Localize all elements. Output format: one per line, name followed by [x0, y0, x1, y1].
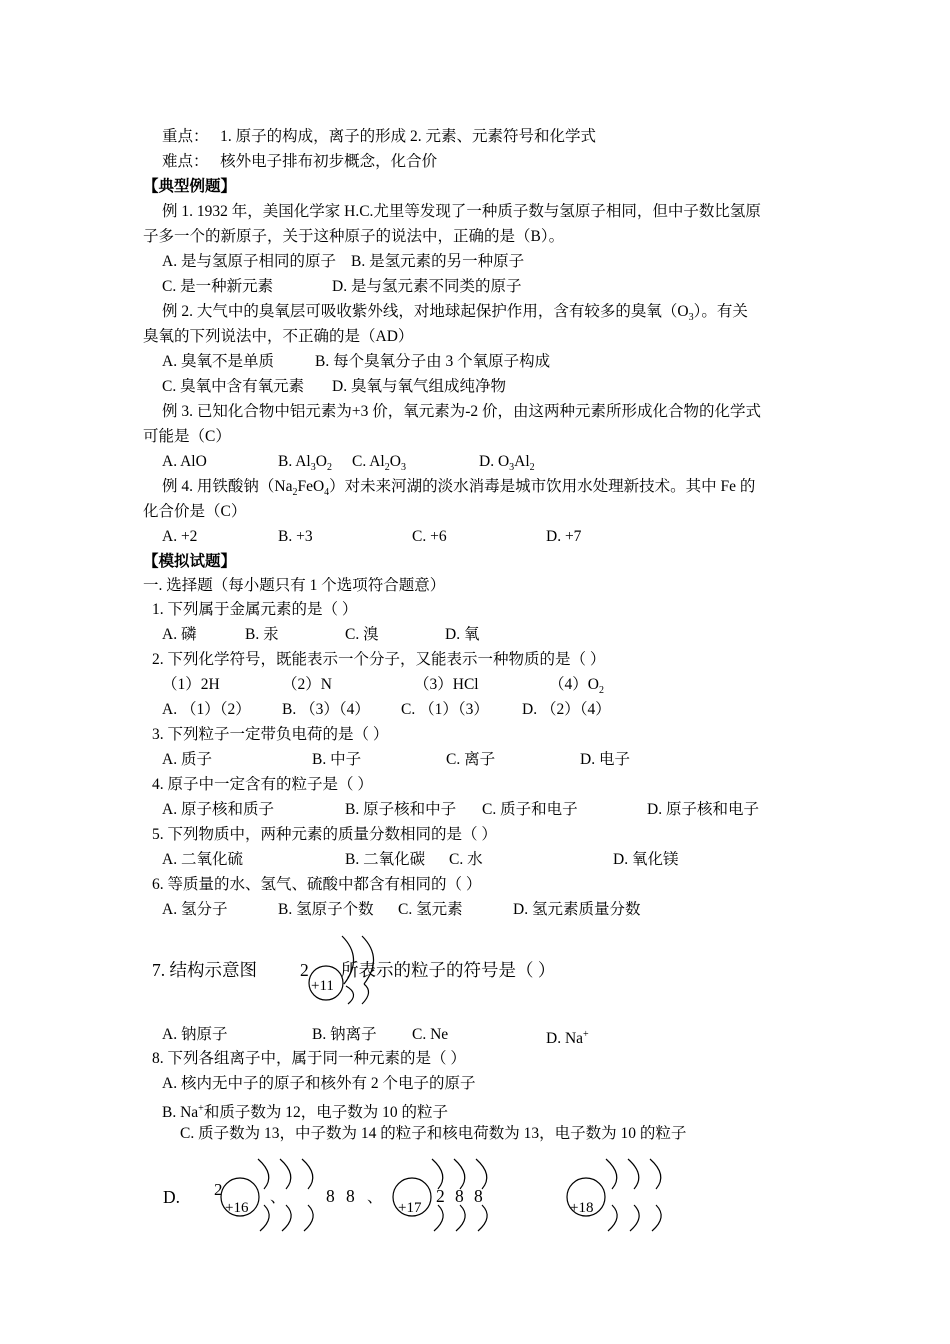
q8-atom1-arc-5 [282, 1205, 291, 1231]
q8-atom1-shell1: 2 [214, 1180, 223, 1199]
q7-stem-post: 所表示的粒子的符号是（ ） [341, 960, 556, 980]
q1-option-d: D. 氧 [445, 626, 480, 643]
ex1-option-a: A. 是与氢原子相同的原子 [162, 253, 336, 270]
q8-atom1-arc-4 [260, 1205, 269, 1231]
ex1-line2: 子多一个的新原子，关于这种原子的说法中，正确的是（B）。 [143, 228, 565, 245]
ex4-option-b: B. +3 [278, 528, 313, 545]
q8-atom1-arc-2 [280, 1159, 291, 1189]
ex3-option-b [278, 452, 332, 478]
ex4-line1-b: FeO [297, 478, 325, 495]
ex3-d-text: D. O [479, 453, 510, 470]
difficulty-line [162, 152, 437, 172]
ex3-option-a: A. AlO [162, 453, 207, 470]
q1-option-a: A. 磷 [162, 626, 197, 643]
q4-option-d: D. 原子核和电子 [647, 801, 759, 818]
q5-option-a: A. 二氧化硫 [162, 851, 243, 868]
q5-option-c: C. 水 [449, 851, 483, 868]
q8-atom2-shell3: 8 [474, 1186, 483, 1206]
q2-option-b: B. （3）（4） [282, 701, 370, 718]
q7-option-c: C. Ne [412, 1026, 449, 1043]
q8-b-post: 和质子数为 12，电子数为 10 的粒子 [203, 1104, 448, 1122]
q8-atom1-shell2: 8 [326, 1186, 335, 1206]
q7-d-sup: + [583, 1029, 589, 1040]
q5-option-d: D. 氧化镁 [613, 851, 679, 868]
ex2-line1-text: 例 2. 大气中的臭氧层可吸收紫外线，对地球起保护作用，含有较多的臭氧（O [162, 303, 689, 320]
ex4-option-a: A. +2 [162, 528, 198, 545]
q7-option-b: B. 钠离子 [312, 1026, 377, 1043]
q8-atom2-arc-6 [478, 1205, 487, 1231]
q8-separator-2: 、 [367, 1189, 383, 1206]
ex3-b-sub1: 3 [310, 462, 316, 474]
q8-separator-1: 、 [270, 1189, 286, 1206]
focus-label: 重点： [162, 128, 209, 145]
q6-option-c: C. 氢元素 [398, 901, 463, 918]
ex3-c-text2: O [389, 453, 401, 470]
q2-item-2: （2）N [282, 676, 332, 693]
q8-atom-2-diagram [388, 1155, 508, 1233]
ex3-c-sub1: 2 [384, 462, 390, 474]
q2-option-d: D. （2）（4） [522, 701, 611, 718]
ex2-option-c: C. 臭氧中含有氧元素 [162, 378, 305, 395]
q8-atom1-shell3: 8 [346, 1186, 355, 1206]
ex3-d-text2: Al [514, 453, 530, 470]
q4-option-b: B. 原子核和中子 [345, 801, 457, 818]
q4-stem: 4. 原子中一定含有的粒子是（ ） [152, 776, 373, 793]
q3-stem: 3. 下列粒子一定带负电荷的是（ ） [152, 726, 389, 743]
mock-heading: 【模拟试题】 [143, 553, 237, 570]
q8-atom3-arc-3 [650, 1159, 661, 1189]
focus-text: 1. 原子的构成，离子的形成 2. 元素、元素符号和化学式 [220, 128, 597, 145]
ex4-sub1: 2 [292, 487, 298, 499]
ex3-b-sub2: 2 [326, 462, 332, 474]
ex3-d-sub2: 2 [529, 462, 535, 474]
q3-option-c: C. 离子 [446, 751, 496, 768]
q8-option-d-label: D. [163, 1187, 181, 1207]
q7-option-d [546, 1025, 589, 1049]
ex4-line2: 化合价是（C） [143, 503, 247, 520]
ex1-option-d: D. 是与氢元素不同类的原子 [332, 278, 522, 295]
ex3-b-text: B. Al [278, 453, 311, 470]
q7-option-a: A. 钠原子 [162, 1026, 228, 1043]
q8-atom2-shell2: 8 [455, 1186, 464, 1206]
focus-line [162, 127, 596, 147]
ex4-option-c: C. +6 [412, 528, 447, 545]
q7-nucleus-label: +11 [311, 978, 334, 994]
ex2-line1 [162, 302, 748, 328]
q7-d-text: D. Na [546, 1030, 584, 1048]
q8-atom3-nucleus: +18 [570, 1200, 594, 1216]
ex4-option-d: D. +7 [546, 528, 582, 545]
q8-atom2-nucleus: +17 [398, 1200, 422, 1216]
difficulty-text: 核外电子排布初步概念，化合价 [220, 153, 438, 170]
q2-item-4-text: （4）O [549, 676, 599, 693]
ex3-line1: 例 3. 已知化合物中铝元素为+3 价，氧元素为-2 价，由这两种元素所形成化合物的化学式 [162, 403, 762, 420]
ex4-line1 [162, 477, 755, 503]
ex2-option-a: A. 臭氧不是单质 [162, 353, 274, 370]
q7-shell-arc-1 [342, 936, 354, 984]
q5-stem: 5. 下列物质中，两种元素的质量分数相同的是（ ） [152, 826, 497, 843]
ex4-sub2: 4 [324, 487, 330, 499]
q1-option-c: C. 溴 [345, 626, 379, 643]
q2-item-4 [549, 675, 604, 701]
ex1-line1: 例 1. 1932 年，美国化学家 H.C.尤里等发现了一种质子数与氢原子相同，但中子数比氢原 [162, 203, 761, 220]
q7-atom-structure-diagram [300, 928, 390, 1006]
q8-atom1-arc-3 [302, 1159, 313, 1189]
q3-option-b: B. 中子 [312, 751, 362, 768]
ex2-option-d: D. 臭氧与氧气组成纯净物 [332, 378, 506, 395]
q6-option-b: B. 氢原子个数 [278, 901, 374, 918]
q7-shell-arc-2 [362, 936, 374, 984]
q8-atom1-arc-6 [304, 1205, 313, 1231]
ex3-option-c [352, 452, 406, 478]
q2-item-4-sub: 2 [598, 685, 604, 697]
q8-atom3-arc-2 [628, 1159, 639, 1189]
q1-stem: 1. 下列属于金属元素的是（ ） [152, 601, 358, 618]
q8-option-c: C. 质子数为 13，中子数为 14 的粒子和核电荷数为 13，电子数为 10 的粒子 [180, 1125, 687, 1142]
q7-shell-count: 2 [300, 960, 309, 980]
q5-option-b: B. 二氧化碳 [345, 851, 426, 868]
q8-atom3-arc-4 [608, 1205, 617, 1231]
ex4-line1-a: 例 4. 用铁酸钠（Na [162, 478, 293, 495]
ex2-line1-tail: ）。有关 [693, 303, 748, 320]
ex1-option-c: C. 是一种新元素 [162, 278, 274, 295]
q8-option-b [162, 1099, 448, 1123]
q7-shell-arc-3 [346, 986, 354, 1004]
q8-atom1-arc-1 [258, 1159, 269, 1189]
q3-option-d: D. 电子 [580, 751, 630, 768]
ex3-option-d [479, 452, 535, 478]
q7-shell-arc-4 [362, 984, 369, 1004]
q8-b-sup: + [198, 1103, 204, 1114]
ex3-b-text2: O [315, 453, 327, 470]
q8-option-a: A. 核内无中子的原子和核外有 2 个电子的原子 [162, 1075, 476, 1092]
q8-atom3-arc-1 [606, 1159, 617, 1189]
q2-item-3: （3）HCl [414, 676, 479, 693]
q7-stem-pre: 7. 结构示意图 [152, 960, 257, 980]
q8-b-pre: B. Na [162, 1104, 199, 1122]
q6-stem: 6. 等质量的水、氢气、硫酸中都含有相同的（ ） [152, 876, 482, 893]
q8-atom2-arc-5 [456, 1205, 465, 1231]
q3-option-a: A. 质子 [162, 751, 212, 768]
difficulty-label: 难点： [162, 153, 209, 170]
q1-option-b: B. 汞 [245, 626, 279, 643]
q2-item-1: （1）2H [162, 676, 220, 693]
q6-option-a: A. 氢分子 [162, 901, 228, 918]
ex4-line1-c: ）对未来河湖的淡水消毒是城市饮用水处理新技术。其中 Fe 的 [329, 478, 756, 495]
ex3-c-text: C. Al [352, 453, 385, 470]
examples-heading: 【典型例题】 [143, 178, 237, 195]
ex1-option-b: B. 是氢元素的另一种原子 [351, 253, 525, 270]
q4-option-a: A. 原子核和质子 [162, 801, 274, 818]
q6-option-d: D. 氢元素质量分数 [513, 901, 641, 918]
ex2-option-b: B. 每个臭氧分子由 3 个氧原子构成 [315, 353, 551, 370]
ex3-d-sub1: 3 [509, 462, 515, 474]
ex3-line2: 可能是（C） [143, 428, 231, 445]
q8-stem: 8. 下列各组离子中，属于同一种元素的是（ ） [152, 1050, 466, 1067]
ex2-line2: 臭氧的下列说法中，不正确的是（AD） [143, 328, 414, 345]
ex3-c-sub2: 3 [400, 462, 406, 474]
q2-option-c: C. （1）（3） [401, 701, 489, 718]
q8-atom-3-diagram [562, 1155, 682, 1233]
q2-option-a: A. （1）（2） [162, 701, 251, 718]
q2-stem: 2. 下列化学符号，既能表示一个分子，又能表示一种物质的是（ ） [152, 651, 606, 668]
q8-atom3-arc-5 [630, 1205, 639, 1231]
q8-atom2-arc-4 [434, 1205, 443, 1231]
q8-atom1-nucleus: +16 [225, 1200, 249, 1216]
section-title: 一. 选择题（每小题只有 1 个选项符合题意） [143, 577, 446, 594]
q4-option-c: C. 质子和电子 [482, 801, 578, 818]
q8-atom3-arc-6 [652, 1205, 661, 1231]
ex2-subscript: 3 [688, 312, 694, 324]
q8-atom2-shell1: 2 [436, 1186, 445, 1206]
